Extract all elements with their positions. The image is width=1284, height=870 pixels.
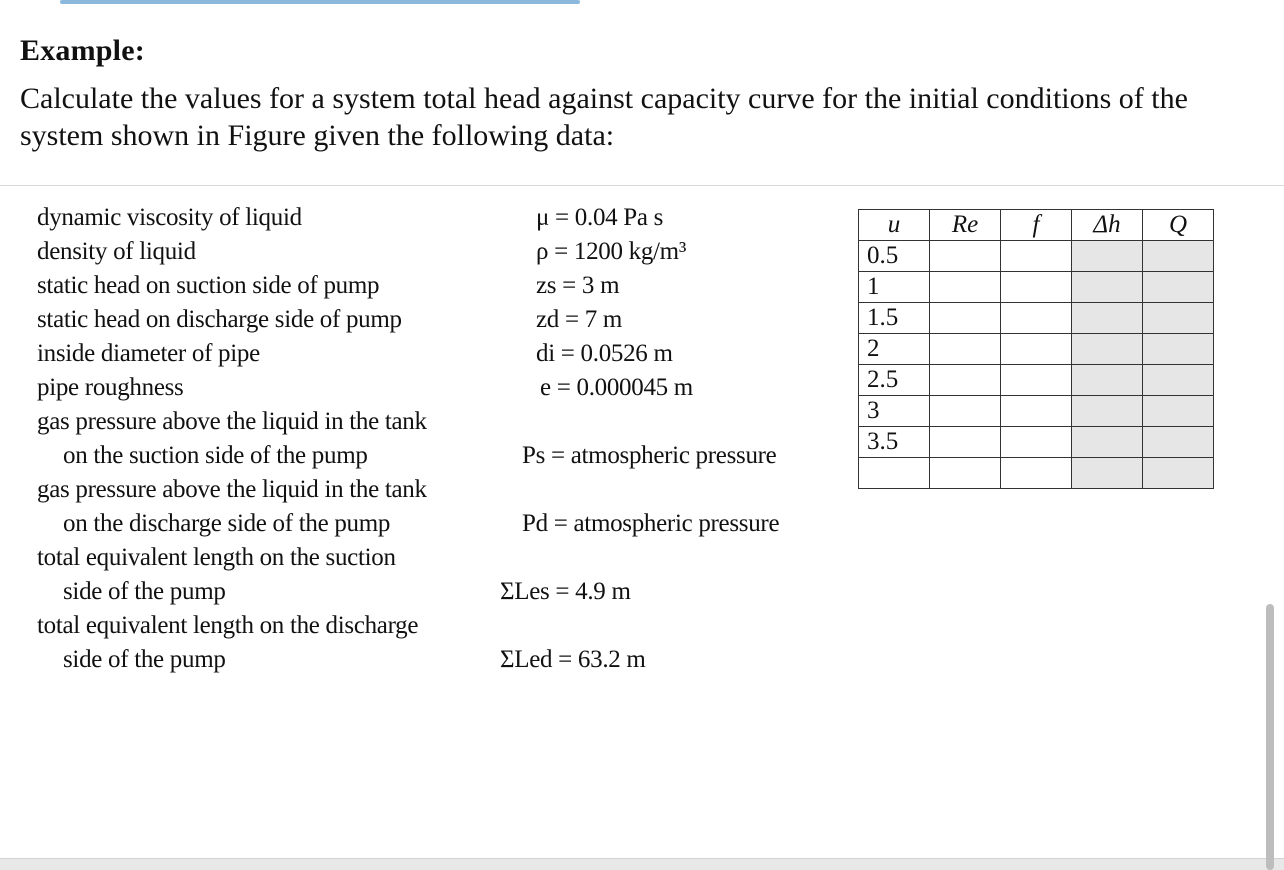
table-row — [859, 241, 1214, 272]
cell-reynolds — [930, 303, 1001, 334]
cell-head-loss — [1072, 303, 1143, 334]
cell-head-loss — [1072, 427, 1143, 458]
cell-friction — [1001, 241, 1072, 272]
cell-flow — [1143, 272, 1214, 303]
table-row — [859, 396, 1214, 427]
data-figure — [0, 186, 1284, 858]
cell-velocity: 2 — [859, 334, 930, 365]
cell-reynolds — [930, 334, 1001, 365]
cell-flow — [1143, 365, 1214, 396]
parameter-labels — [37, 201, 427, 677]
header-flow-rate: Q — [1143, 210, 1214, 241]
cell-reynolds — [930, 458, 1001, 489]
value-density: ρ = 1200 kg/m³ — [536, 238, 687, 265]
cell-reynolds — [930, 241, 1001, 272]
label-discharge-gas-pressure: gas pressure above the liquid in the tank — [37, 476, 427, 503]
cell-friction — [1001, 458, 1072, 489]
value-pipe-roughness: e = 0.000045 m — [540, 374, 693, 401]
value-discharge-head: zd = 7 m — [536, 306, 622, 333]
label-suction-equiv-length: total equivalent length on the suction — [37, 544, 396, 571]
cell-head-loss — [1072, 458, 1143, 489]
label-discharge-gas-pressure-cont: on the discharge side of the pump — [63, 510, 391, 537]
cell-reynolds — [930, 365, 1001, 396]
example-heading: Example: — [20, 34, 145, 67]
value-pipe-diameter: di = 0.0526 m — [536, 340, 673, 367]
value-discharge-equiv-length: ΣLed = 63.2 m — [500, 646, 646, 673]
cell-velocity: 2.5 — [859, 365, 930, 396]
cell-friction — [1001, 396, 1072, 427]
header-reynolds: Re — [930, 210, 1001, 241]
table-row — [859, 334, 1214, 365]
cell-flow — [1143, 303, 1214, 334]
cell-velocity: 1 — [859, 272, 930, 303]
label-discharge-equiv-length-cont: side of the pump — [63, 646, 226, 673]
table-header-row — [859, 210, 1214, 241]
cell-friction — [1001, 303, 1072, 334]
cell-flow — [1143, 241, 1214, 272]
label-viscosity: dynamic viscosity of liquid — [37, 204, 302, 231]
header-velocity: u — [859, 210, 930, 241]
value-suction-equiv-length: ΣLes = 4.9 m — [500, 578, 631, 605]
cell-velocity: 3.5 — [859, 427, 930, 458]
cell-reynolds — [930, 272, 1001, 303]
cell-friction — [1001, 365, 1072, 396]
vertical-scrollbar[interactable] — [1266, 604, 1274, 870]
table-row — [859, 272, 1214, 303]
label-density: density of liquid — [37, 238, 196, 265]
cell-flow — [1143, 334, 1214, 365]
top-accent-rule — [60, 0, 580, 4]
value-discharge-pressure: Pd = atmospheric pressure — [522, 510, 780, 537]
table-row — [859, 427, 1214, 458]
value-suction-pressure: Ps = atmospheric pressure — [522, 442, 777, 469]
label-suction-gas-pressure-cont: on the suction side of the pump — [63, 442, 368, 469]
cell-velocity — [859, 458, 930, 489]
cell-velocity: 3 — [859, 396, 930, 427]
bottom-edge-bar — [0, 858, 1284, 870]
label-suction-equiv-length-cont: side of the pump — [63, 578, 226, 605]
label-suction-gas-pressure: gas pressure above the liquid in the tank — [37, 408, 427, 435]
table-row — [859, 458, 1214, 489]
cell-head-loss — [1072, 334, 1143, 365]
cell-head-loss — [1072, 241, 1143, 272]
label-pipe-roughness: pipe roughness — [37, 374, 184, 401]
label-discharge-static-head: static head on discharge side of pump — [37, 306, 402, 333]
value-suction-head: zs = 3 m — [536, 272, 620, 299]
cell-flow — [1143, 458, 1214, 489]
cell-reynolds — [930, 427, 1001, 458]
cell-flow — [1143, 427, 1214, 458]
cell-friction — [1001, 427, 1072, 458]
table-row — [859, 303, 1214, 334]
cell-velocity: 0.5 — [859, 241, 930, 272]
cell-head-loss — [1072, 272, 1143, 303]
head-capacity-table — [858, 209, 1214, 489]
value-viscosity: μ = 0.04 Pa s — [536, 204, 664, 231]
table-row — [859, 365, 1214, 396]
cell-friction — [1001, 334, 1072, 365]
cell-velocity: 1.5 — [859, 303, 930, 334]
cell-head-loss — [1072, 365, 1143, 396]
cell-head-loss — [1072, 396, 1143, 427]
header-head-loss: Δh — [1072, 210, 1143, 241]
header-friction-factor: f — [1001, 210, 1072, 241]
label-discharge-equiv-length: total equivalent length on the discharge — [37, 612, 419, 639]
cell-friction — [1001, 272, 1072, 303]
label-suction-static-head: static head on suction side of pump — [37, 272, 380, 299]
cell-flow — [1143, 396, 1214, 427]
label-pipe-diameter: inside diameter of pipe — [37, 340, 260, 367]
problem-statement: Calculate the values for a system total head against capacity curve for the initial conditions of the system shown in Figure given the following data: — [20, 82, 1188, 152]
cell-reynolds — [930, 396, 1001, 427]
